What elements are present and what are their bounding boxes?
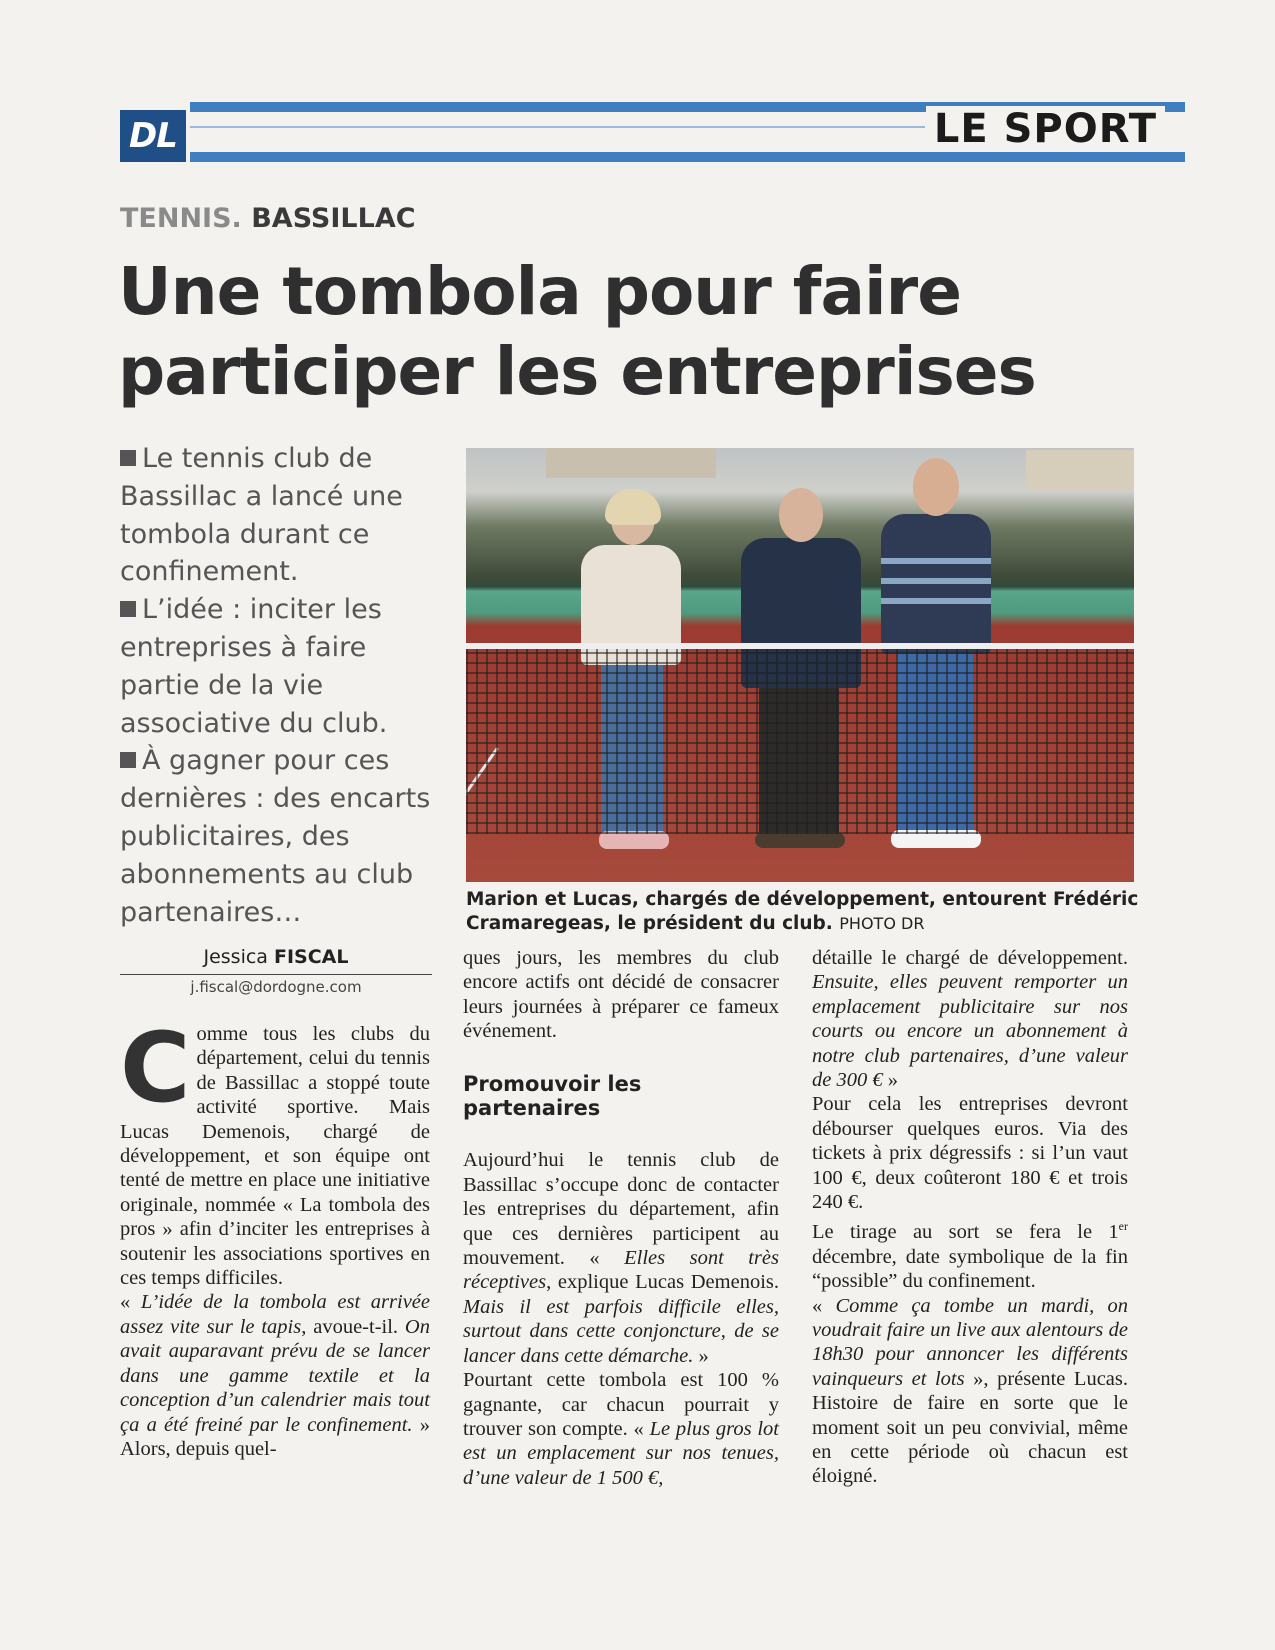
kicker-place: BASSILLAC (251, 203, 416, 234)
body-paragraph: « L’idée de la tombola est arrivée assez vite sur le tapis, avoue-t-il. On avait auparavant prévu de se lancer dans une gamme textile et la conception d’un calendrier mais tout ça a été freiné par le confinement. » Alors, depuis quel- (120, 1291, 431, 1460)
photo-building (546, 448, 716, 478)
lead-item: Le tennis club de Bassillac a lancé une tombola durant ce confinement. (120, 443, 403, 588)
body-paragraph: Pourtant cette tombola est 100 % gagnante, car chacun pourrait y trouver son compte. « Le plus gros lot est un emplacement sur nos tenues, d’une valeur de 1 500 €, (463, 1369, 780, 1489)
author-email: j.fiscal@dordogne.com (190, 978, 362, 996)
body-paragraph: Comme tous les clubs du département, celui du tennis de Bassillac a stoppé toute activité sportive. Mais Lucas Demenois, chargé de développement, et son équipe ont tenté de mettre en place une initiative originale, nommée « La tombola des pros » afin d’inciter les entreprises à soutenir les associations sportives en ces temps difficiles. (120, 1012, 430, 1290)
article-column-1 (120, 1012, 431, 1461)
section-label: LE SPORT (926, 106, 1165, 152)
photo-credit: PHOTO DR (839, 914, 925, 933)
body-paragraph: détaille le chargé de développement. Ensuite, elles peuvent remporter un emplacement publicitaire sur nos courts ou encore un abonnement à notre club partenaires, d’une valeur de 300 € » (812, 947, 1128, 1092)
photo-building (1026, 450, 1134, 490)
masthead (120, 96, 1185, 166)
kicker (120, 203, 416, 234)
body-paragraph: Pour cela les entreprises devront débourser quelques euros. Via des tickets à prix dégressifs : si l’un vaut 100 €, deux coûteront 180 € et trois 240 €. (812, 1093, 1128, 1214)
masthead-bar-bottom (190, 152, 1185, 162)
photo-caption: Marion et Lucas, chargés de développement, entourent Frédéric Cramaregeas, le président du club. PHOTO DR (466, 889, 1139, 934)
byline (120, 946, 432, 996)
masthead-rule (190, 126, 925, 128)
byline-divider (120, 974, 432, 975)
newspaper-logo: DL (120, 110, 186, 162)
lead-item: L’idée : inciter les entreprises à faire partie de la vie associative du club. (120, 594, 388, 739)
article-column-3 (812, 946, 1128, 1489)
body-paragraph: « Comme ça tombe un mardi, on voudrait faire un live aux alentours de 18h30 pour annoncer les différents vainqueurs et lots », présente Lucas. Histoire de faire en sorte que le moment soit un peu convivial, même en cette période où chacun est éloigné. (812, 1294, 1129, 1488)
author-name: Jessica FISCAL (203, 946, 349, 968)
drop-cap: C (120, 1012, 191, 1124)
photo-tennis-net (466, 643, 1134, 834)
kicker-sport: TENNIS. (120, 203, 242, 234)
body-paragraph: Le tirage au sort se fera le 1er décembre, date symbolique de la fin “possible” du confinement. (812, 1219, 1128, 1293)
headline: Une tombola pour faire participer les entreprises (118, 253, 1036, 410)
bullet-square-icon (120, 752, 136, 768)
lead-summary (120, 440, 440, 931)
bullet-square-icon (120, 601, 136, 617)
body-paragraph: Aujourd’hui le tennis club de Bassillac s’occupe donc de contacter les entreprises du département, afin que ces dernières participent au mouvement. « Elles sont très réceptives, explique Lucas Demenois. Mais il est parfois difficile elles, surtout dans cette conjoncture, de se lancer dans cette démarche. » (463, 1149, 779, 1367)
body-paragraph: ques jours, les membres du club encore actifs ont décidé de consacrer leurs journées à préparer ce fameux événement. (463, 947, 779, 1043)
lead-item: À gagner pour ces dernières : des encarts publicitaires, des abonnements au club partenaires… (120, 745, 431, 928)
subheading: Promouvoir les partenaires (463, 1071, 642, 1121)
article-column-2 (463, 946, 779, 1490)
article-photo (466, 448, 1134, 882)
bullet-square-icon (120, 450, 136, 466)
